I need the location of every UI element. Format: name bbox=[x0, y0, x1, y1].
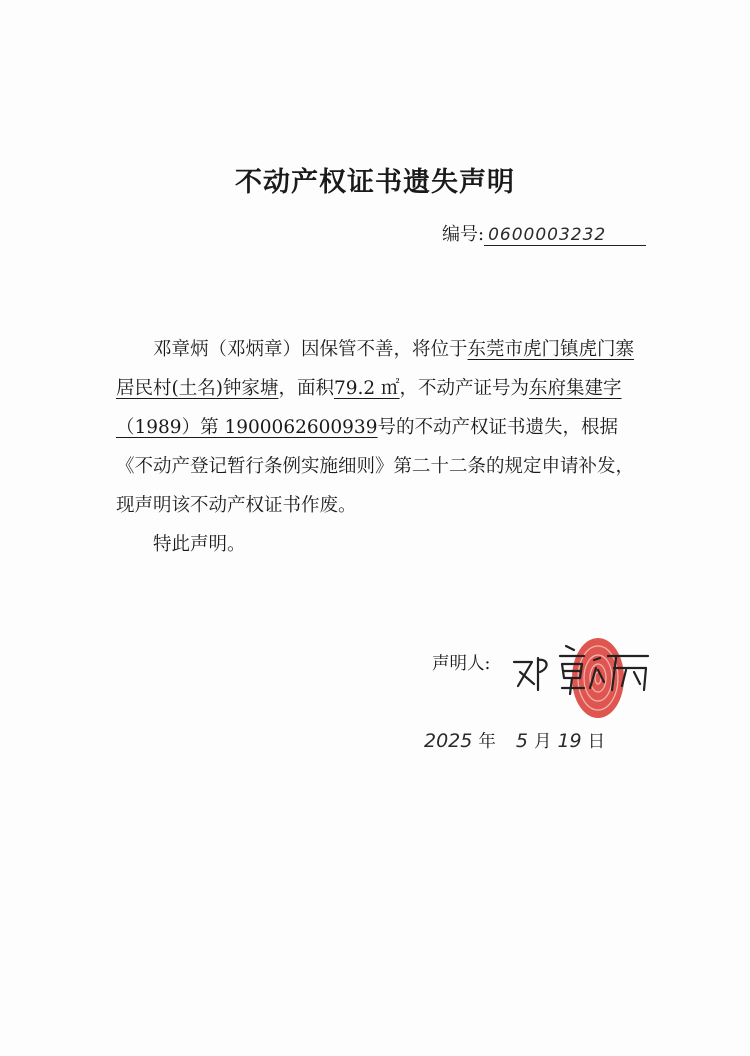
paragraph-2: 特此声明。 bbox=[153, 534, 246, 555]
document-title: 不动产权证书遗失声明 bbox=[235, 167, 515, 198]
certificate-number: 东府集建字（1989）第 1900062600939 bbox=[116, 378, 622, 438]
date-year: 2025 bbox=[424, 730, 473, 752]
declaration-date bbox=[424, 728, 605, 753]
document-number bbox=[442, 218, 646, 246]
paragraph-1 bbox=[116, 330, 646, 525]
month-label: 月 bbox=[533, 732, 552, 752]
declaration-body bbox=[116, 330, 646, 564]
number-value: 0600003232 bbox=[484, 225, 646, 246]
date-day: 19 bbox=[557, 730, 582, 752]
p1-text-c: ，不动产证号为 bbox=[399, 378, 530, 399]
p1-text-d: 号的不动产权证书遗失，根据《不动产登记暂行条例实施细则》第二十二条的规定申请补发，现声明该不动产权证书作废。 bbox=[116, 417, 635, 516]
declarant-label: 声明人: bbox=[432, 654, 491, 674]
property-location: 东莞市虎门镇虎门寨居民村(土名)钟家塘 bbox=[116, 339, 635, 399]
property-area: 79.2 ㎡ bbox=[333, 378, 400, 399]
signature-with-fingerprint bbox=[500, 628, 660, 728]
date-month: 5 bbox=[515, 730, 528, 752]
p1-text-a: 邓章炳（邓炳章）因保管不善，将位于 bbox=[153, 339, 468, 360]
year-label: 年 bbox=[478, 732, 496, 752]
number-label: 编号: bbox=[442, 224, 485, 245]
p1-text-b: ，面积 bbox=[278, 378, 334, 399]
day-label: 日 bbox=[587, 732, 606, 752]
